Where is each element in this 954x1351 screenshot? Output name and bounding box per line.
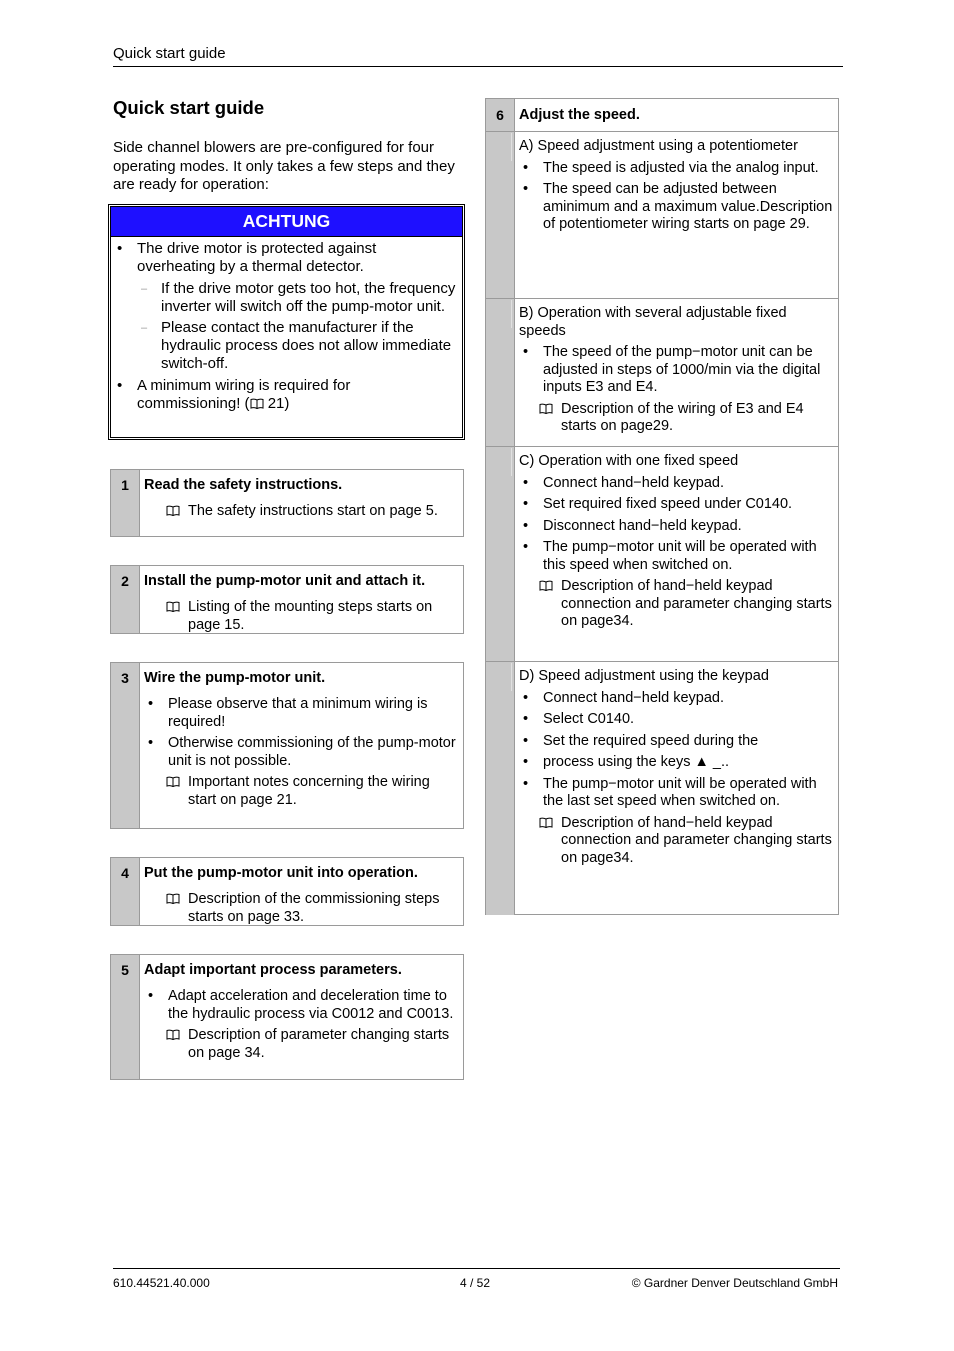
step-content xyxy=(139,663,463,828)
step-title: Install the pump-motor unit and attach it. xyxy=(144,573,426,589)
bullet-marker: • xyxy=(523,775,529,792)
section-content xyxy=(514,132,838,299)
section-bullet-text: The speed of the pump−motor unit can be adjusted in steps of 1000/min via the digital inputs E3 and E4. xyxy=(543,344,821,395)
bullet-marker: • xyxy=(148,735,154,751)
section-bullet xyxy=(519,776,834,811)
section-reference xyxy=(519,401,834,436)
step-6-section xyxy=(486,131,838,299)
section-reference-text: Description of the wiring of E3 and E4 starts on page29. xyxy=(561,400,804,434)
step-6-section xyxy=(486,446,838,662)
step-reference xyxy=(144,503,459,521)
section-bullet-text: The pump−motor unit will be operated with the last set speed when switched on. xyxy=(543,775,817,809)
section-bullet-text: The pump−motor unit will be operated with this speed when switched on. xyxy=(543,539,817,573)
step-content xyxy=(139,470,463,536)
bullet-marker: • xyxy=(117,377,123,394)
section-bullet-text: process using the keys ▲ _.. xyxy=(543,754,730,770)
warning-item-label: If the drive motor gets too hot, the frequency inverter will switch off the pump-motor unit. xyxy=(161,280,456,315)
section-content xyxy=(514,662,838,915)
warning-item xyxy=(117,240,456,276)
bullet-marker: • xyxy=(523,539,529,555)
bullet-marker: • xyxy=(148,988,154,1004)
book-icon xyxy=(539,580,553,591)
book-icon-wrap xyxy=(519,401,561,436)
section-bullet-text: Set required fixed speed under C0140. xyxy=(543,496,793,512)
step-6-section xyxy=(486,661,838,915)
bullet-marker: • xyxy=(523,344,529,360)
section-bullet-text: Disconnect hand−held keypad. xyxy=(543,517,742,534)
step-number-column xyxy=(486,132,514,299)
bullet-marker: • xyxy=(523,496,529,512)
step-number: 2 xyxy=(111,566,139,596)
section-bullet-text: Connect hand−held keypad. xyxy=(543,689,724,706)
header-rule xyxy=(113,66,843,67)
section-bullet xyxy=(519,733,834,751)
step-reference xyxy=(144,599,459,634)
step-number-column xyxy=(486,662,514,915)
step-content xyxy=(139,566,463,633)
step-3-box xyxy=(110,662,464,829)
step-bullet xyxy=(144,696,459,731)
warning-item xyxy=(117,280,456,316)
page-title: Quick start guide xyxy=(113,97,265,118)
dash-marker: – xyxy=(141,322,148,334)
dash-marker: – xyxy=(141,283,148,295)
step-title: Adjust the speed. xyxy=(519,107,640,123)
warning-title: ACHTUNG xyxy=(111,207,462,237)
section-reference xyxy=(519,578,834,631)
step-2-box xyxy=(110,565,464,634)
warning-item-text xyxy=(161,280,456,316)
section-bullet xyxy=(519,475,834,493)
book-icon-wrap xyxy=(144,503,188,521)
step-title: Put the pump-motor unit into operation. xyxy=(144,865,418,881)
step-bullet xyxy=(144,988,459,1023)
book-icon-wrap xyxy=(144,599,188,634)
step-6-box xyxy=(485,98,839,915)
book-icon-wrap xyxy=(519,578,561,631)
warning-body xyxy=(111,237,462,413)
section-heading: B) Operation with several adjustable fixed speeds xyxy=(519,305,787,339)
step-reference xyxy=(144,774,459,809)
step-number: 6 xyxy=(486,99,514,131)
warning-item-text xyxy=(137,240,456,276)
section-heading: D) Speed adjustment using the keypad xyxy=(519,668,769,684)
section-bullet-text: The speed can be adjusted between aminimum and a maximum value.Description of potentiometer wiring starts on page 29. xyxy=(543,181,833,232)
section-bullet xyxy=(519,518,834,536)
section-bullet xyxy=(519,160,834,178)
book-icon xyxy=(166,776,180,787)
bullet-marker: • xyxy=(523,711,529,727)
section-heading: A) Speed adjustment using a potentiometer xyxy=(519,138,798,154)
footer-page-number: 4 / 52 xyxy=(460,1276,491,1290)
step-number: 5 xyxy=(111,955,139,985)
section-bullet xyxy=(519,344,834,397)
warning-item xyxy=(117,377,456,413)
section-bullet xyxy=(519,711,834,729)
step-number: 4 xyxy=(111,858,139,888)
book-icon xyxy=(539,403,553,414)
section-reference-text: Description of hand−held keypad connection and parameter changing starts on page34. xyxy=(561,578,832,629)
warning-item-label: Please contact the manufacturer if the hydraulic process does not allow immediate switch-off. xyxy=(161,319,452,372)
bullet-marker: • xyxy=(523,474,529,491)
footer-doc-number: 610.44521.40.000 xyxy=(113,1276,210,1290)
section-reference xyxy=(519,815,834,868)
step-title: Wire the pump-motor unit. xyxy=(144,670,326,686)
section-bullet-text: Connect hand−held keypad. xyxy=(543,474,724,491)
warning-item-label: The drive motor is protected against overheating by a thermal detector. xyxy=(137,240,377,275)
section-bullet-text: Select C0140. xyxy=(543,711,635,727)
bullet-marker: • xyxy=(523,181,529,197)
step-reference-text: The safety instructions start on page 5. xyxy=(188,503,438,519)
step-number: 1 xyxy=(111,470,139,500)
bullet-marker: • xyxy=(523,689,529,706)
section-bullet xyxy=(519,754,834,772)
section-bullet xyxy=(519,181,834,234)
section-bullet xyxy=(519,539,834,574)
warning-item-label: A minimum wiring is required for commissioning! ( xyxy=(137,377,351,412)
section-bullet-text: Set the required speed during the xyxy=(543,732,759,749)
step-title: Read the safety instructions. xyxy=(144,477,343,493)
step-bullet-text: Adapt acceleration and deceleration time to the hydraulic process via C0012 and C0013. xyxy=(168,988,454,1022)
step-reference-text: Description of the commissioning steps starts on page 33. xyxy=(188,891,440,925)
warning-item-text xyxy=(161,319,456,373)
bullet-marker: • xyxy=(523,159,529,176)
footer-copyright: © Gardner Denver Deutschland GmbH xyxy=(631,1276,838,1290)
warning-page-ref: 21) xyxy=(263,395,290,412)
section-reference-text: Description of hand−held keypad connection and parameter changing starts on page34. xyxy=(561,814,832,866)
section-content xyxy=(514,447,838,662)
warning-item xyxy=(117,319,456,373)
step-title: Adapt important process parameters. xyxy=(144,962,402,978)
book-icon-wrap xyxy=(144,774,188,809)
step-4-box xyxy=(110,857,464,926)
step-number-column xyxy=(486,299,514,447)
step-6-section xyxy=(486,298,838,447)
footer-rule xyxy=(113,1268,840,1269)
section-content xyxy=(514,299,838,447)
step-bullet-text: Otherwise commissioning of the pump-motor unit is not possible. xyxy=(168,735,456,769)
section-bullet-text: The speed is adjusted via the analog input. xyxy=(543,159,819,176)
step-bullet xyxy=(144,735,459,770)
step-reference xyxy=(144,891,459,926)
bullet-marker: • xyxy=(523,732,529,749)
step-reference-text: Description of parameter changing starts on page 34. xyxy=(188,1027,450,1061)
book-icon xyxy=(166,601,180,612)
section-bullet xyxy=(519,496,834,514)
step-reference xyxy=(144,1027,459,1062)
book-icon xyxy=(539,817,553,828)
intro-paragraph: Side channel blowers are pre-configured for four operating modes. It only takes a few steps and they are ready for operation: xyxy=(113,139,455,193)
step-reference-text: Listing of the mounting steps starts on page 15. xyxy=(188,599,433,633)
step-content xyxy=(139,858,463,925)
book-icon xyxy=(166,1029,180,1040)
warning-box xyxy=(110,206,463,438)
step-reference-text: Important notes concerning the wiring start on page 21. xyxy=(188,774,430,808)
step-content xyxy=(139,955,463,1079)
running-header: Quick start guide xyxy=(113,45,226,62)
bullet-marker: • xyxy=(117,240,123,257)
warning-item-text xyxy=(137,377,456,413)
step-content xyxy=(514,99,838,131)
step-6-title-row xyxy=(486,99,838,131)
step-1-box xyxy=(110,469,464,537)
book-icon xyxy=(166,893,180,904)
book-icon xyxy=(250,398,264,409)
book-icon-wrap xyxy=(144,891,188,926)
step-5-box xyxy=(110,954,464,1080)
section-heading: C) Operation with one fixed speed xyxy=(519,453,739,469)
book-icon-wrap xyxy=(519,815,561,868)
bullet-marker: • xyxy=(523,754,529,770)
section-bullet xyxy=(519,690,834,708)
bullet-marker: • xyxy=(523,517,529,534)
book-icon-wrap xyxy=(250,395,264,412)
bullet-marker: • xyxy=(148,696,154,712)
step-number: 3 xyxy=(111,663,139,693)
step-bullet-text: Please observe that a minimum wiring is required! xyxy=(168,696,428,730)
book-icon-wrap xyxy=(144,1027,188,1062)
step-number-column xyxy=(486,447,514,662)
book-icon xyxy=(166,505,180,516)
